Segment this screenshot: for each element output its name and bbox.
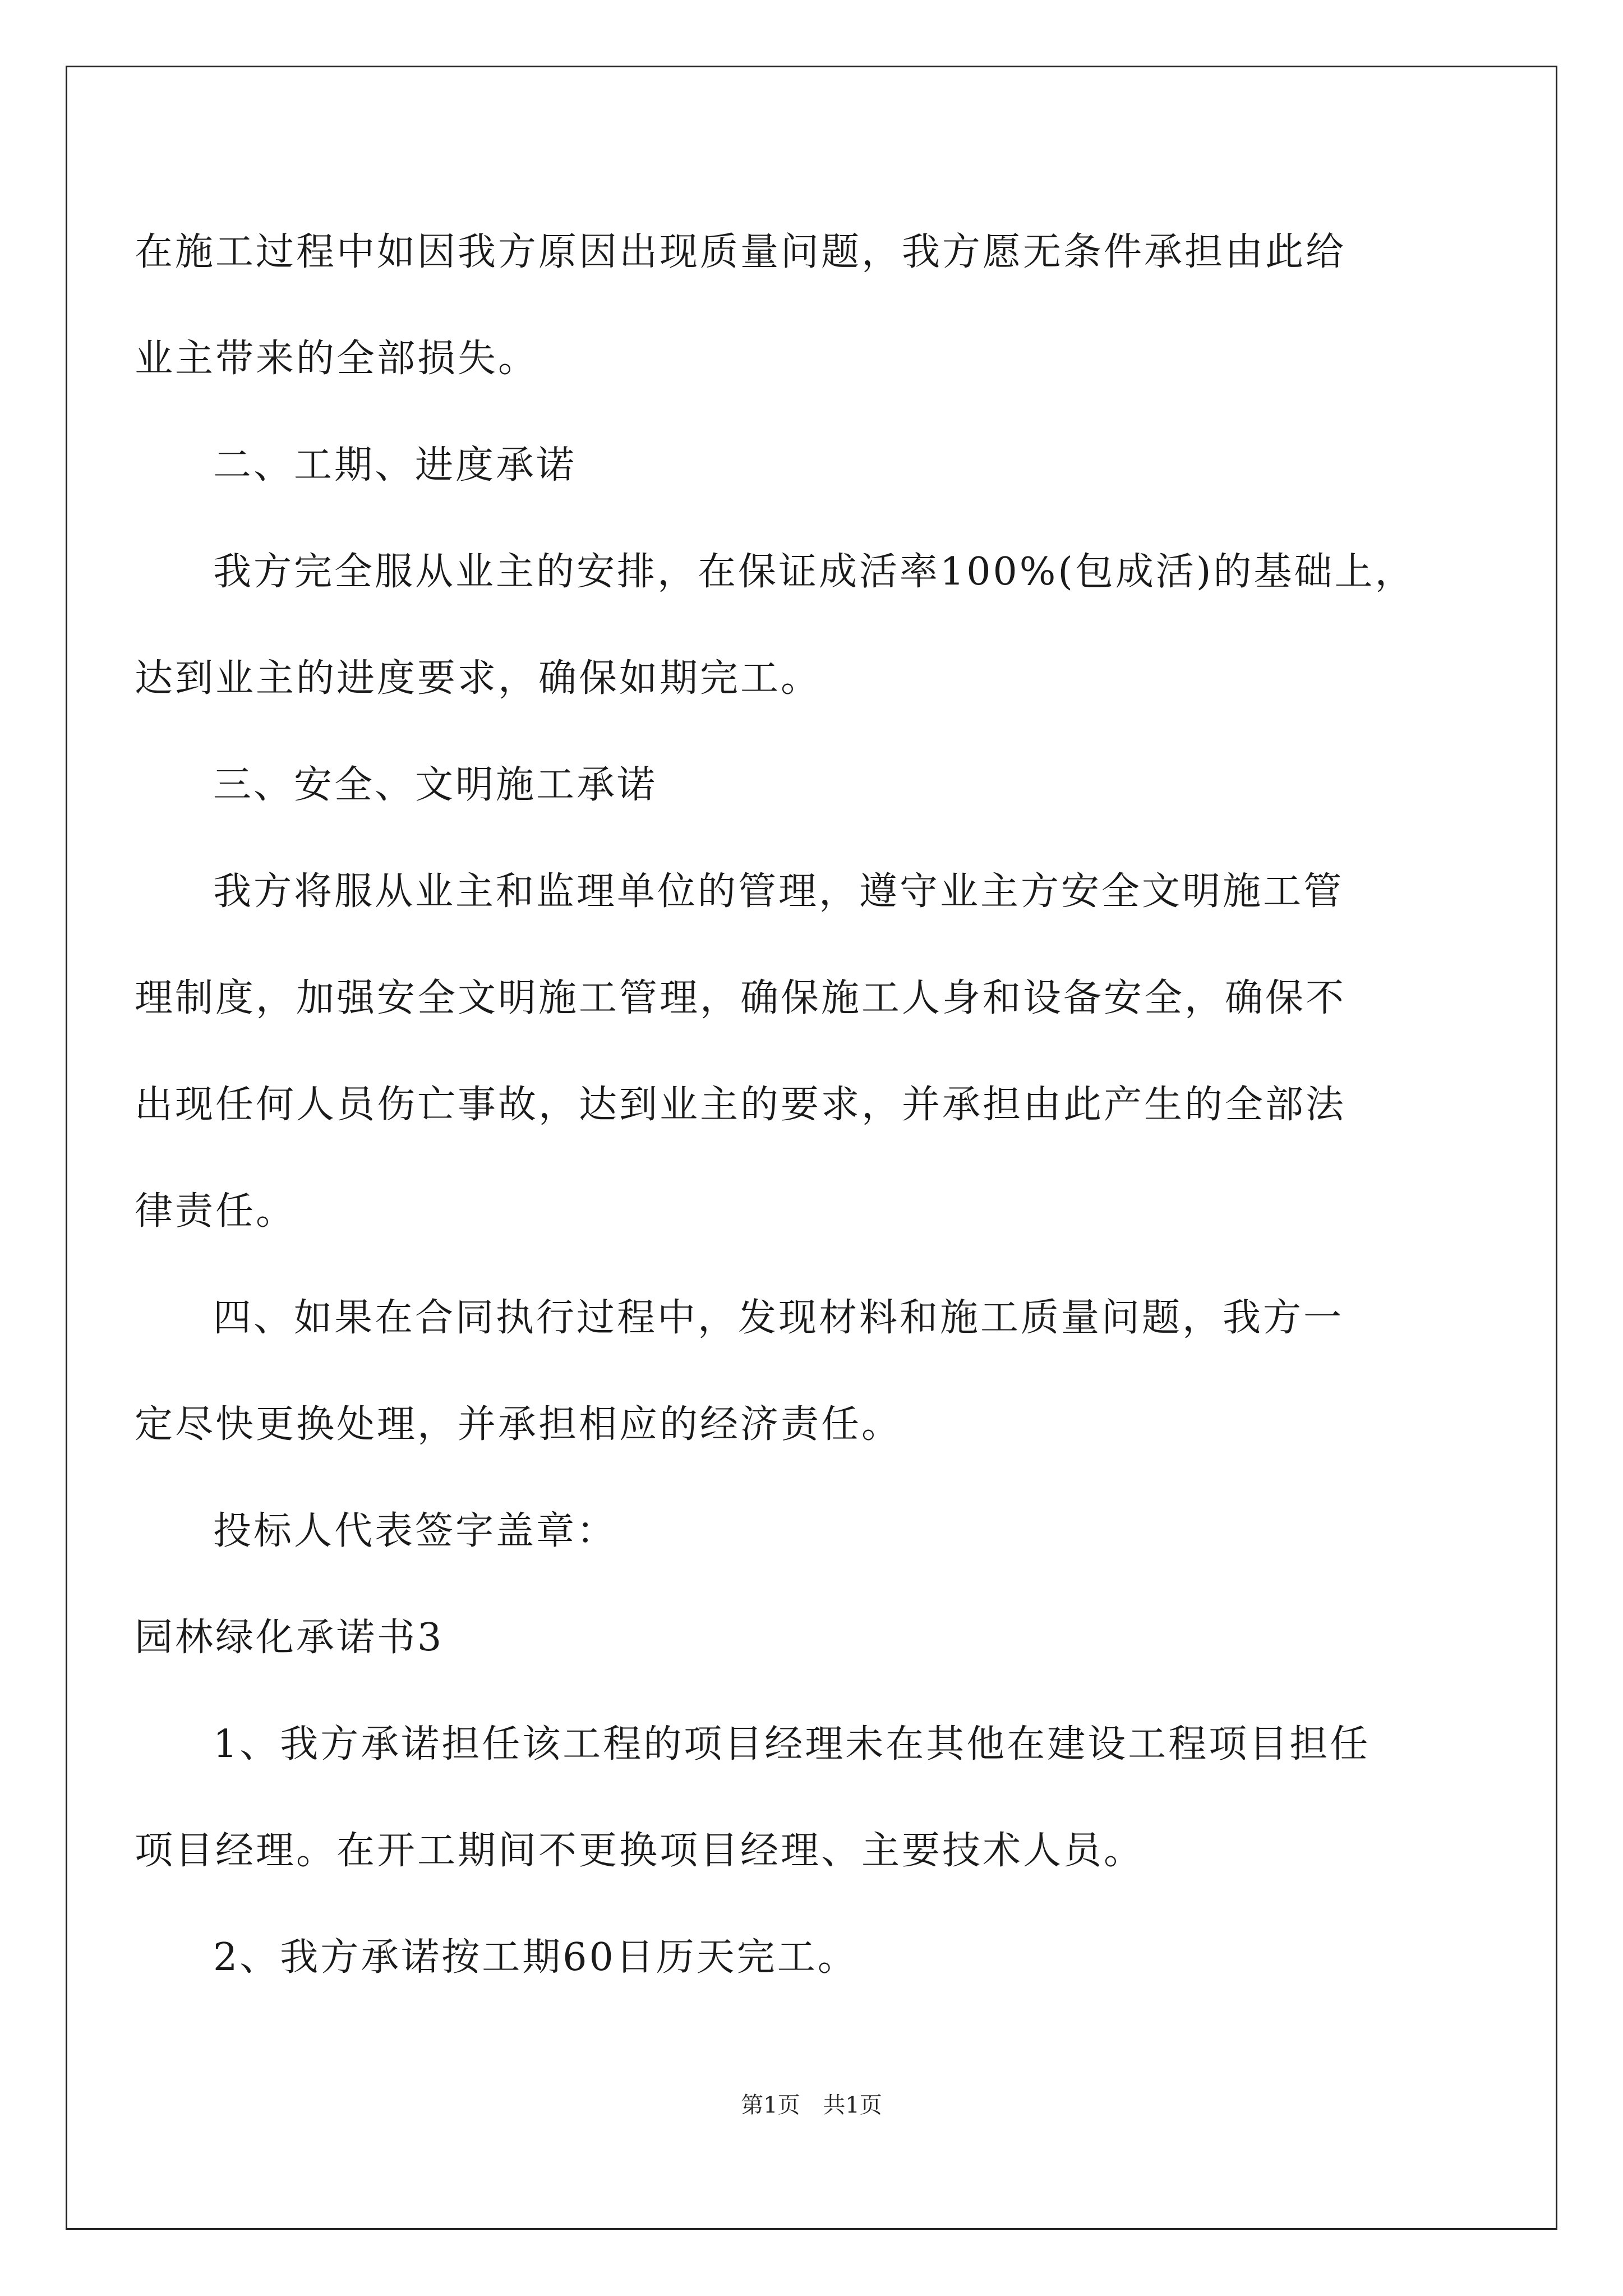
paragraph-line: 出现任何人员伤亡事故，达到业主的要求，并承担由此产生的全部法 xyxy=(135,1083,1347,1127)
paragraph-line: 理制度，加强安全文明施工管理，确保施工人身和设备安全，确保不 xyxy=(135,976,1347,1020)
paragraph-line: 我方将服从业主和监理单位的管理，遵守业主方安全文明施工管 xyxy=(213,869,1344,914)
paragraph-line: 我方完全服从业主的安排，在保证成活率100%(包成活)的基础上， xyxy=(213,550,1415,594)
signature-line: 投标人代表签字盖章： xyxy=(213,1509,617,1553)
paragraph-line: 在施工过程中如因我方原因出现质量问题，我方愿无条件承担由此给 xyxy=(135,230,1347,274)
paragraph-line: 律责任。 xyxy=(135,1189,297,1234)
paragraph-line: 达到业主的进度要求，确保如期完工。 xyxy=(135,656,822,701)
page-border xyxy=(66,66,1557,2230)
section-heading: 三、安全、文明施工承诺 xyxy=(213,763,658,807)
paragraph-line: 四、如果在合同执行过程中，发现材料和施工质量问题，我方一 xyxy=(213,1296,1344,1340)
paragraph-line: 项目经理。在开工期间不更换项目经理、主要技术人员。 xyxy=(135,1829,1145,1873)
page-number: 第1页 xyxy=(741,2092,800,2118)
paragraph-line: 1、我方承诺担任该工程的项目经理未在其他在建设工程项目担任 xyxy=(213,1722,1371,1766)
paragraph-line: 2、我方承诺按工期60日历天完工。 xyxy=(213,1935,858,1980)
document-title: 园林绿化承诺书3 xyxy=(135,1616,444,1660)
paragraph-line: 定尽快更换处理，并承担相应的经济责任。 xyxy=(135,1402,902,1447)
section-heading: 二、工期、进度承诺 xyxy=(213,443,577,487)
paragraph-line: 业主带来的全部损失。 xyxy=(135,337,539,381)
page-footer xyxy=(0,2091,1623,2119)
page-total: 共1页 xyxy=(823,2092,882,2118)
